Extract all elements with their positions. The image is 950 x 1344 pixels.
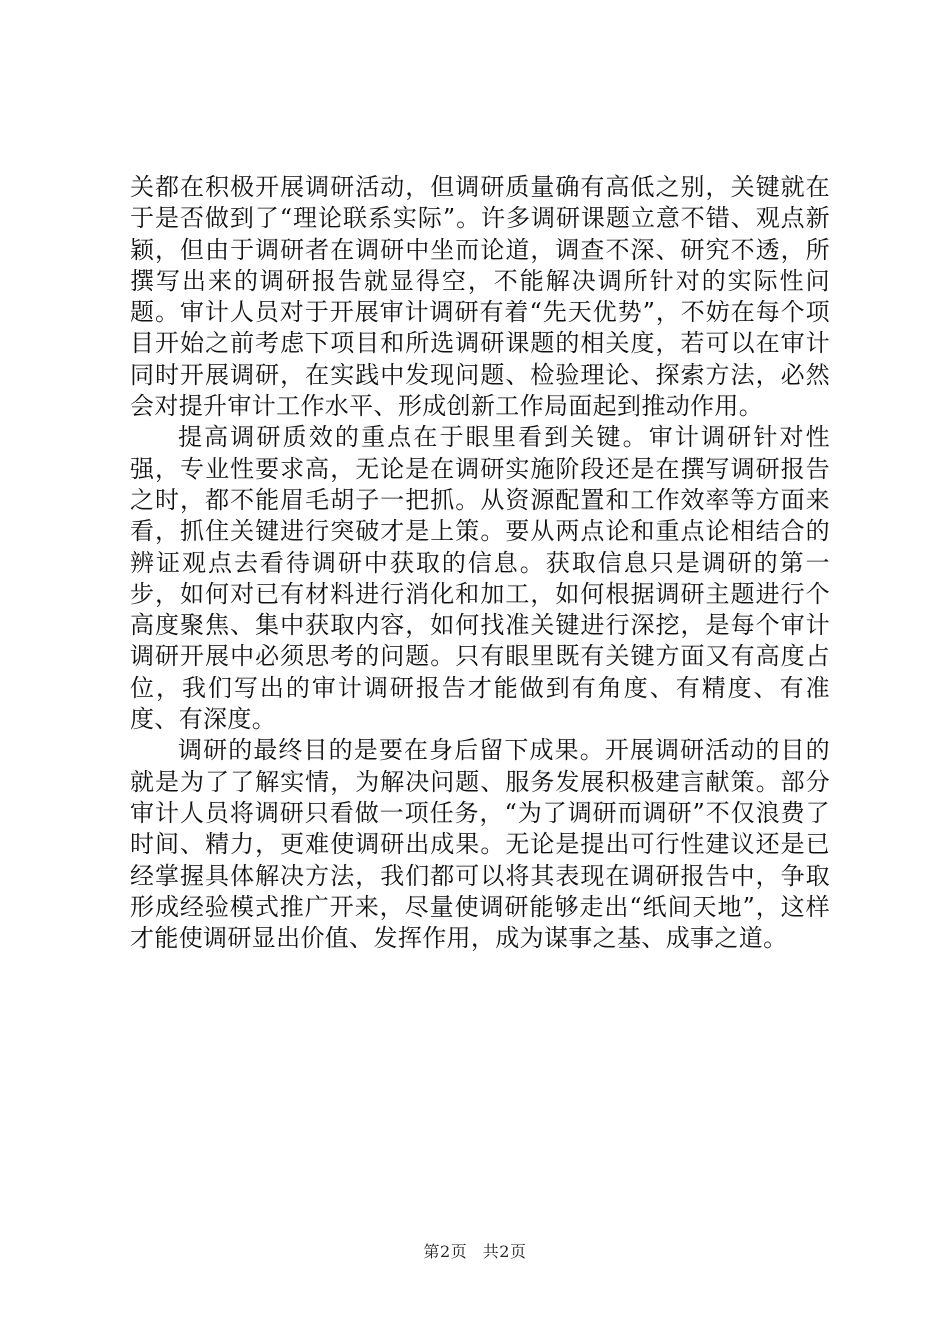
paragraph: 提高调研质效的重点在于眼里看到关键。审计调研针对性强，专业性要求高，无论是在调研实施阶段还是在撰写调研报告之时，都不能眉毛胡子一把抓。从资源配置和工作效率等方面来看，抓住关键进行突破才是上策。要从两点论和重点论相结合的辨证观点去看待调研中获取的信息。获取信息只是调研的第一步，如何对已有材料进行消化和加工，如何根据调研主题进行个高度聚焦、集中获取内容，如何找准关键进行深挖，是每个审计调研开展中必须思考的问题。只有眼里既有关键方面又有高度占位，我们写出的审计调研报告才能做到有角度、有精度、有准度、有深度。 <box>130 423 830 734</box>
page-footer <box>0 1242 950 1262</box>
page-total: 共2页 <box>482 1242 527 1261</box>
paragraph: 调研的最终目的是要在身后留下成果。开展调研活动的目的就是为了了解实情，为解决问题、服务发展积极建言献策。部分审计人员将调研只看做一项任务，“为了调研而调研”不仅浪费了时间、精力，更难使调研出成果。无论是提出可行性建议还是已经掌握具体解决方法，我们都可以将其表现在调研报告中，争取形成经验模式推广开来，尽量使调研能够走出“纸间天地”，这样才能使调研显出价值、发挥作用，成为谋事之基、成事之道。 <box>130 736 830 953</box>
document-body <box>130 172 830 954</box>
paragraph-continued: 关都在积极开展调研活动，但调研质量确有高低之别，关键就在于是否做到了“理论联系实际”。许多调研课题立意不错、观点新颖，但由于调研者在调研中坐而论道，调查不深、研究不透，所撰写出来的调研报告就显得空，不能解决调所针对的实际性问题。审计人员对于开展审计调研有着“先天优势”，不妨在每个项目开始之前考虑下项目和所选调研课题的相关度，若可以在审计同时开展调研，在实践中发现问题、检验理论、探索方法，必然会对提升审计工作水平、形成创新工作局面起到推动作用。 <box>130 173 830 421</box>
page-number: 第2页 <box>423 1242 468 1261</box>
